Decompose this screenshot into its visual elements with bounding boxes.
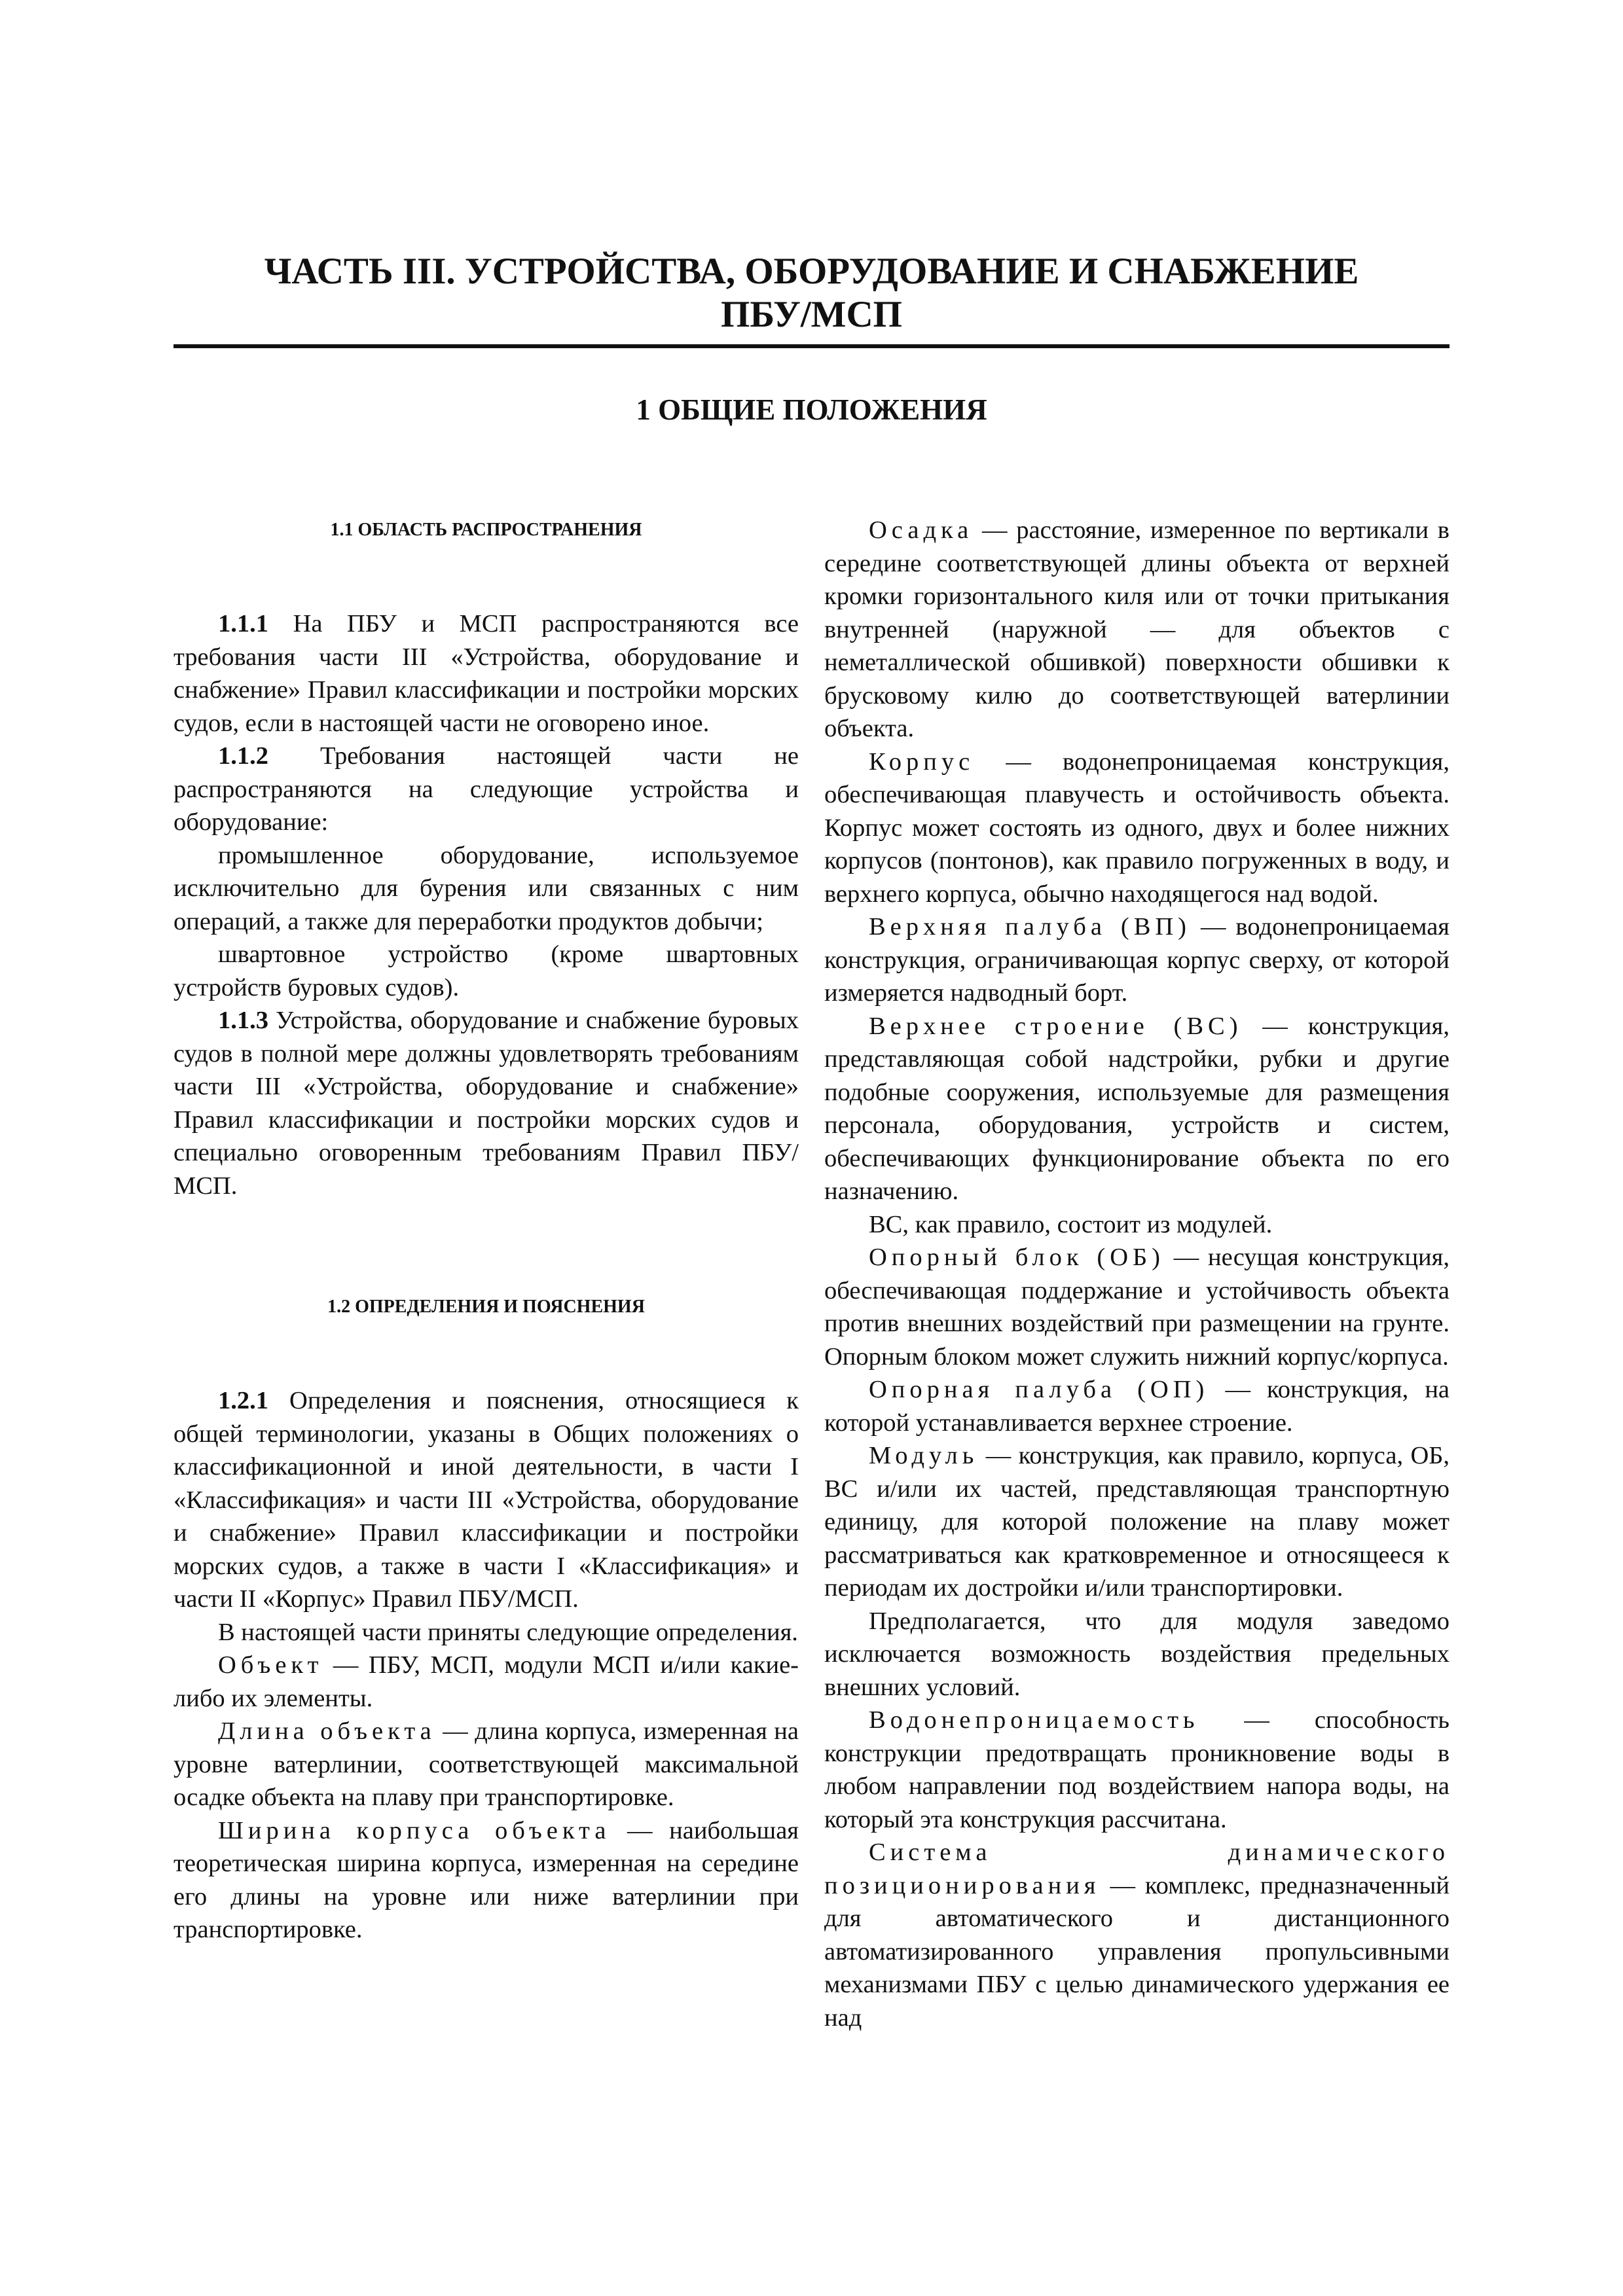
definition-term: Система динамического позиционирования [824, 1839, 1450, 1899]
definition-topsides: Верхнее строение (ВС) — конструкция, представляющая собой надстройки, рубки и другие подобные сооружения, используемые для размещения персонала, оборудования, устройств и систем, обеспечивающих функционирование объекта по его назначению. [824, 1012, 1450, 1205]
definition-upper-deck: Верхняя палуба (ВП) — водонепроницаемая конструкция, ограничивающая корпус сверху, от которой измеряется надводный борт. [824, 913, 1450, 1007]
definition-dp-system: Система динамического позиционирования — комплекс, предназначенный для автоматического и дистанционного автоматизированного управления пропульсивными механизмами ПБУ с целью динамического удержания ее над [824, 1839, 1450, 2032]
definition-term: Ширина корпуса объекта [218, 1816, 611, 1844]
definition-support-block: Опорный блок (ОБ) — несущая конструкция, обеспечивающая поддержание и устойчивость объекта против внешних воздействий при размещении на грунте. Опорным блоком может служить нижний корпус/корпуса. [824, 1244, 1450, 1371]
list-item: промышленное оборудование, используемое исключительно для бурения или связанных с ним операций, а также для переработки продуктов добычи; [173, 841, 799, 935]
heading-1-2: 1.2 ОПРЕДЕЛЕНИЯ И ПОЯСНЕНИЯ [327, 1297, 645, 1317]
definition-term: Верхняя палуба (ВП) [869, 913, 1191, 941]
definition-term: Водонепроницаемость [869, 1706, 1199, 1734]
section-title: 1 ОБЩИЕ ПОЛОЖЕНИЯ [636, 393, 987, 426]
definitions-intro: В настоящей части приняты следующие определения. [218, 1618, 798, 1646]
topsides-note: ВС, как правило, состоит из модулей. [869, 1210, 1273, 1238]
title-rule [173, 344, 1450, 348]
part-title-line1: ЧАСТЬ III. УСТРОЙСТВА, ОБОРУДОВАНИЕ И СНАБЖЕНИЕ [264, 251, 1359, 292]
definition-term: Модуль [869, 1442, 979, 1469]
definition-length: Длина объекта — длина корпуса, измеренная на уровне ватерлинии, соответствующей максимальной осадке объекта на плаву при транспортировке. [173, 1717, 799, 1811]
paragraph-1-1-1: 1.1.1 На ПБУ и МСП распространяются все требования части III «Устройства, оборудование и снабжение» Правил классификации и постройки морских судов, если в настоящей части не оговорено иное. [173, 610, 799, 737]
part-title [173, 250, 1450, 336]
clause-number: 1.1.2 [218, 742, 268, 770]
definition-term: Осадка [869, 516, 974, 544]
definition-breadth: Ширина корпуса объекта — наибольшая теоретическая ширина корпуса, измеренная на середине его длины на уровне или ниже ватерлинии при транспортировке. [173, 1816, 799, 1943]
paragraph-1-2-1: 1.2.1 Определения и пояснения, относящиеся к общей терминологии, указаны в Общих положениях о классификационной и иной деятельности, в части I «Классификация» и части III «Устройства, оборудование и снабжение» Правил классификации и постройки морских судов, а также в части I «Классификация» и части II «Корпус» Правил ПБУ/МСП. [173, 1387, 799, 1613]
definition-term: Опорный блок (ОБ) [869, 1244, 1165, 1271]
part-title-line2: ПБУ/МСП [721, 294, 902, 335]
definition-watertightness: Водонепроницаемость — способность конструкции предотвращать проникновение воды в любом направлении под воздействием напора воды, на который эта конструкция рассчитана. [824, 1706, 1450, 1833]
left-column [173, 514, 799, 1946]
clause-number: 1.1.1 [218, 610, 268, 637]
paragraph-1-1-3: 1.1.3 Устройства, оборудование и снабжение буровых судов в полной мере должны удовлетворять требованиям части III «Устройства, оборудование и снабжение» Правил классификации и постройки морских судов и специально оговоренным требованиям Правил ПБУ/МСП. [173, 1007, 799, 1200]
definition-term: Верхнее строение (ВС) [869, 1012, 1243, 1040]
definition-term: Корпус [869, 747, 975, 776]
heading-1-1: 1.1 ОБЛАСТЬ РАСПРОСТРАНЕНИЯ [330, 520, 642, 540]
definition-hull: Корпус — водонепроницаемая конструкция, обеспечивающая плавучесть и остойчивость объекта. Корпус может состоять из одного, двух и более нижних корпусов (понтонов), как правило погруженных в воду, и верхнего корпуса, обычно находящегося над водой. [824, 747, 1450, 908]
clause-number: 1.2.1 [218, 1387, 268, 1414]
definition-object: Объект — ПБУ, МСП, модули МСП и/или какие-либо их элементы. [173, 1651, 799, 1712]
definition-term: Объект [218, 1651, 323, 1679]
definition-term: Опорная палуба (ОП) [869, 1376, 1209, 1403]
paragraph-1-1-2: 1.1.2 Требования настоящей части не распространяются на следующие устройства и оборудование: [173, 742, 799, 836]
clause-number: 1.1.3 [218, 1007, 268, 1034]
definition-draft: Осадка — расстояние, измеренное по вертикали в середине соответствующей длины объекта от верхней кромки горизонтального киля или от точки притыкания внутренней (наружной — для объектов с неметаллической обшивкой) поверхности обшивки к брусковому килю до соответствующей ватерлинии объекта. [824, 516, 1450, 742]
right-column [824, 514, 1450, 2034]
definition-term: Длина объекта [218, 1717, 436, 1745]
module-note: Предполагается, что для модуля заведомо исключается возможность воздействия предельных внешних условий. [824, 1607, 1450, 1701]
list-item: швартовное устройство (кроме швартовных устройств буровых судов). [173, 941, 799, 1001]
definition-support-deck: Опорная палуба (ОП) — конструкция, на которой устанавливается верхнее строение. [824, 1376, 1450, 1437]
definition-module: Модуль — конструкция, как правило, корпуса, ОБ, ВС и/или их частей, представляющая транспортную единицу, для которой положение на плаву может рассматриваться как кратковременное и относящееся к периодам их достройки и/или транспортировки. [824, 1442, 1450, 1602]
